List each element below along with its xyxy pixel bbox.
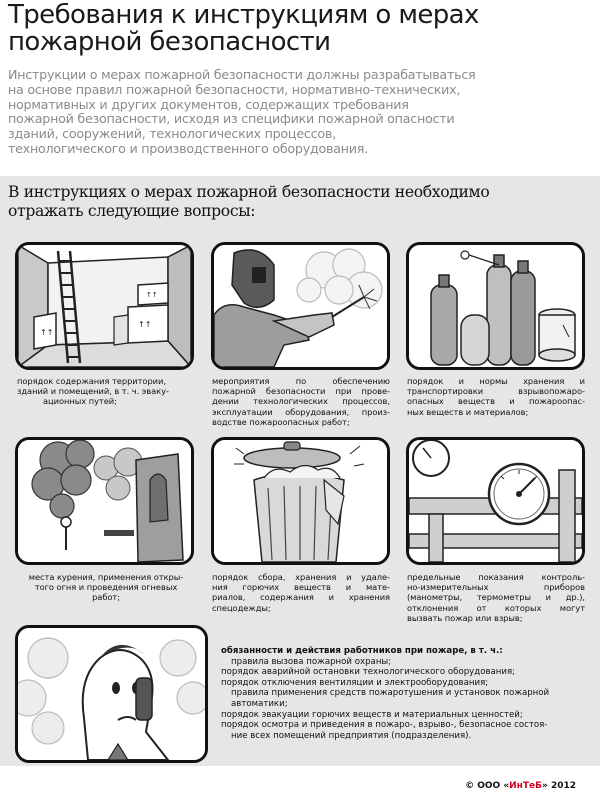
- caption-line: дении технологических процессов,: [212, 396, 390, 407]
- caption-line: но-измерительных приборов: [407, 582, 585, 593]
- svg-text:↑↑: ↑↑: [138, 320, 152, 329]
- caption-line: опасных веществ и пожароопас-: [407, 396, 585, 407]
- illustration-card-welding: [211, 242, 390, 370]
- caption-welding: [212, 376, 390, 427]
- illustration-card-instruments: [406, 437, 585, 565]
- list-item: порядок аварийной остановки технологического оборудования;: [221, 667, 516, 678]
- duties-heading: обязанности и действия работников при пожаре, в т. ч.:: [221, 646, 503, 656]
- svg-text:↑↑: ↑↑: [40, 328, 54, 337]
- copyright-notice: [465, 781, 576, 791]
- intro-line: пожарной безопасности, исходя из специфики пожарной опасности: [8, 111, 455, 127]
- phone-call-icon: [18, 628, 205, 760]
- caption-line: риалов, содержания и хранения: [212, 592, 390, 603]
- caption-territory: [17, 376, 195, 407]
- caption-line: (манометры, термометры и др.),: [407, 592, 585, 603]
- duties-section: [221, 646, 593, 741]
- caption-line: зданий и помещений, в т. ч. эваку-: [17, 386, 169, 397]
- section-subheading: [8, 183, 593, 221]
- caption-line: спецодежды;: [212, 602, 271, 613]
- intro-line: зданий, сооружений, технологических процессов,: [8, 126, 336, 142]
- caption-line: мероприятия по обеспечению: [212, 376, 390, 386]
- illustration-card-waste: [211, 437, 390, 565]
- list-item: правила применения средств пожаротушения и установок пожарной: [231, 688, 550, 699]
- caption-instruments: [407, 572, 585, 623]
- brand-name: ИнТеБ: [509, 781, 542, 791]
- pressure-gauge-icon: [409, 440, 582, 562]
- list-item: автоматики;: [231, 698, 288, 709]
- copyright-suffix: » 2012: [542, 781, 576, 791]
- intro-paragraph: [8, 68, 593, 157]
- caption-smoking: [17, 572, 195, 603]
- caption-line: транспортировки взрывопожаро-: [407, 386, 585, 397]
- title-line-2: пожарной безопасности: [8, 27, 331, 57]
- illustration-card-fire-duties: [15, 625, 208, 763]
- page-title: [8, 2, 593, 56]
- caption-line: предельные показания контроль-: [407, 572, 585, 582]
- welder-icon: [214, 245, 387, 367]
- intro-line: на основе правил пожарной безопасности, нормативно-технических,: [8, 81, 461, 97]
- list-item: ние всех помещений предприятия (подразделения).: [231, 730, 472, 741]
- caption-line: порядок и нормы хранения и: [407, 376, 585, 386]
- caption-line: места курения, применения откры-: [28, 572, 184, 582]
- duties-list: [221, 657, 593, 742]
- subheading-line: В инструкциях о мерах пожарной безопасности необходимо: [8, 183, 490, 201]
- caption-line: порядок содержания территории,: [17, 376, 166, 386]
- caption-line: ния горючих веществ и мате-: [212, 582, 390, 593]
- gas-cylinders-icon: [409, 245, 582, 367]
- caption-storage: [407, 376, 585, 417]
- caption-line: порядок сбора, хранения и удале-: [212, 572, 390, 582]
- title-line-1: Требования к инструкциям о мерах: [8, 0, 479, 30]
- svg-text:↑↑: ↑↑: [146, 291, 158, 299]
- smoke-icon: [18, 440, 191, 562]
- caption-line: ационных путей;: [43, 396, 117, 407]
- caption-line: пожарной безопасности при прове-: [212, 386, 390, 397]
- ladder-room-icon: [18, 245, 191, 367]
- list-item: порядок эвакуации горючих веществ и материальных ценностей;: [221, 709, 523, 720]
- list-item: порядок отключения вентиляции и электрооборудования;: [221, 677, 489, 688]
- caption-line: работ;: [92, 592, 120, 603]
- caption-line: вызвать пожар или взрыв;: [407, 612, 523, 623]
- list-item: порядок осмотра и приведения в пожаро-, взрыво-, безопасное состоя-: [221, 720, 548, 731]
- caption-line: отклонения от которых могут: [407, 602, 585, 613]
- trash-can-icon: [214, 440, 387, 562]
- caption-waste: [212, 572, 390, 613]
- intro-line: нормативных и других документов, содержащих требования: [8, 96, 409, 112]
- caption-line: того огня и проведения огневых: [34, 582, 178, 593]
- illustration-card-territory: [15, 242, 194, 370]
- intro-line: Инструкции о мерах пожарной безопасности должны разрабатываться: [8, 67, 476, 82]
- illustration-card-smoking: [15, 437, 194, 565]
- intro-line: технологического и производственного оборудования.: [8, 140, 368, 156]
- caption-line: водстве пожароопасных работ;: [212, 416, 350, 427]
- list-item: правила вызова пожарной охраны;: [231, 656, 392, 667]
- copyright-prefix: © ООО «: [465, 781, 510, 791]
- illustration-card-storage: [406, 242, 585, 370]
- subheading-line: отражать следующие вопросы:: [8, 202, 256, 220]
- caption-line: ных веществ и материалов;: [407, 406, 529, 417]
- caption-line: эксплуатации оборудования, произ-: [212, 406, 390, 417]
